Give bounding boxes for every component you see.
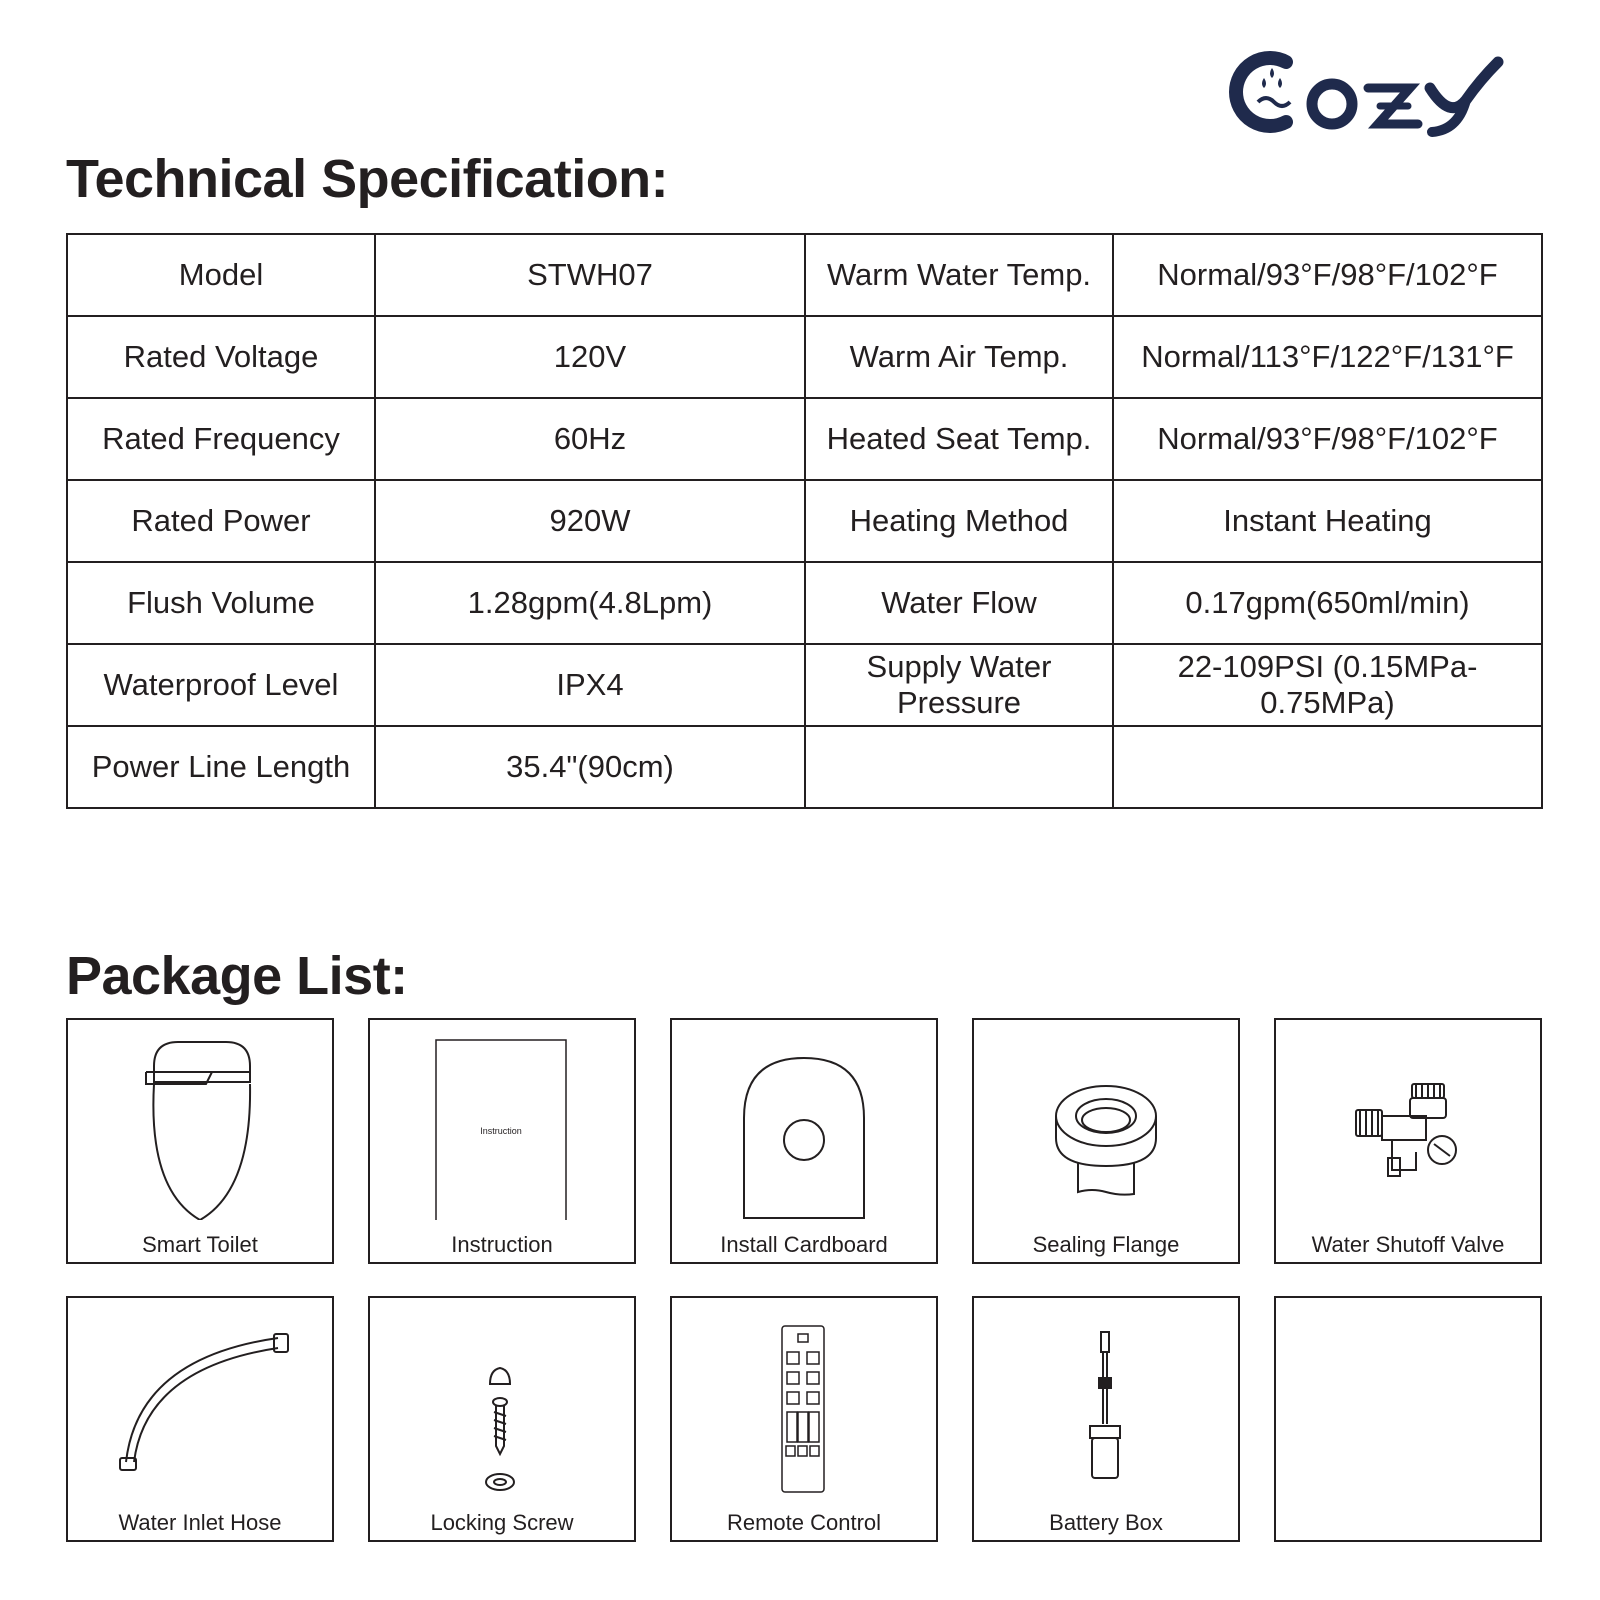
spec-label-cell: Warm Air Temp. bbox=[805, 316, 1113, 398]
spec-label-cell: Water Flow bbox=[805, 562, 1113, 644]
spec-label-cell: Supply Water Pressure bbox=[805, 644, 1113, 726]
spec-table bbox=[66, 233, 1543, 809]
package-item-label: Locking Screw bbox=[430, 1510, 574, 1535]
spec-label-cell: Waterproof Level bbox=[67, 644, 375, 726]
spec-label-cell: Heated Seat Temp. bbox=[805, 398, 1113, 480]
spec-row bbox=[67, 398, 1542, 480]
spec-label-cell: Warm Water Temp. bbox=[805, 234, 1113, 316]
package-item-locking-screw bbox=[368, 1296, 636, 1542]
package-item-label: Battery Box bbox=[1049, 1510, 1163, 1535]
spec-value-cell: Normal/113°F/122°F/131°F bbox=[1113, 316, 1542, 398]
spec-value-cell: 60Hz bbox=[375, 398, 805, 480]
spec-row bbox=[67, 726, 1542, 808]
package-grid bbox=[66, 1018, 1542, 1542]
package-item-label: Install Cardboard bbox=[720, 1232, 888, 1257]
package-item-label: Water Inlet Hose bbox=[118, 1510, 282, 1535]
smart-toilet-icon bbox=[68, 1020, 332, 1220]
spec-value-cell: 1.28gpm(4.8Lpm) bbox=[375, 562, 805, 644]
cozy-logo bbox=[1228, 40, 1518, 140]
spec-label-cell: Heating Method bbox=[805, 480, 1113, 562]
package-item-label: Sealing Flange bbox=[1032, 1232, 1180, 1257]
package-item-empty bbox=[1274, 1296, 1542, 1542]
spec-row bbox=[67, 480, 1542, 562]
spec-label-cell: Model bbox=[67, 234, 375, 316]
inlet-hose-icon bbox=[68, 1298, 332, 1498]
package-section-title: Package List: bbox=[66, 946, 408, 1006]
spec-row bbox=[67, 562, 1542, 644]
spec-section-title: Technical Specification: bbox=[66, 149, 669, 209]
spec-row bbox=[67, 234, 1542, 316]
spec-value-cell: Normal/93°F/98°F/102°F bbox=[1113, 398, 1542, 480]
install-cardboard-icon bbox=[672, 1020, 936, 1220]
package-item-remote-control bbox=[670, 1296, 938, 1542]
package-item-water-shutoff-valve bbox=[1274, 1018, 1542, 1264]
battery-box-icon bbox=[974, 1298, 1238, 1498]
spec-value-cell: 22-109PSI (0.15MPa-0.75MPa) bbox=[1113, 644, 1542, 726]
spec-row bbox=[67, 644, 1542, 726]
package-item-label: Water Shutoff Valve bbox=[1311, 1232, 1505, 1257]
shutoff-valve-icon bbox=[1276, 1020, 1540, 1220]
package-item-water-inlet-hose bbox=[66, 1296, 334, 1542]
package-item-label: Remote Control bbox=[726, 1510, 882, 1535]
package-item-battery-box bbox=[972, 1296, 1240, 1542]
sealing-flange-icon bbox=[974, 1020, 1238, 1220]
package-item-instruction bbox=[368, 1018, 636, 1264]
spec-value-cell: IPX4 bbox=[375, 644, 805, 726]
remote-control-icon bbox=[672, 1298, 936, 1498]
spec-label-cell: Rated Power bbox=[67, 480, 375, 562]
instruction-booklet-icon bbox=[370, 1020, 634, 1220]
spec-value-cell: Normal/93°F/98°F/102°F bbox=[1113, 234, 1542, 316]
package-item-label: Instruction bbox=[451, 1232, 553, 1257]
spec-value-cell: Instant Heating bbox=[1113, 480, 1542, 562]
package-item-label: Smart Toilet bbox=[142, 1232, 258, 1257]
spec-label-cell: Power Line Length bbox=[67, 726, 375, 808]
spec-label-cell: Rated Voltage bbox=[67, 316, 375, 398]
package-item-sealing-flange bbox=[972, 1018, 1240, 1264]
spec-value-cell: 920W bbox=[375, 480, 805, 562]
locking-screw-icon bbox=[370, 1298, 634, 1498]
spec-value-cell bbox=[1113, 726, 1542, 808]
spec-label-cell: Flush Volume bbox=[67, 562, 375, 644]
spec-row bbox=[67, 316, 1542, 398]
spec-value-cell: 0.17gpm(650ml/min) bbox=[1113, 562, 1542, 644]
spec-value-cell: 120V bbox=[375, 316, 805, 398]
spec-label-cell: Rated Frequency bbox=[67, 398, 375, 480]
package-item-smart-toilet bbox=[66, 1018, 334, 1264]
spec-label-cell bbox=[805, 726, 1113, 808]
instruction-booklet-text: Instruction bbox=[480, 1126, 522, 1136]
spec-value-cell: STWH07 bbox=[375, 234, 805, 316]
package-item-install-cardboard bbox=[670, 1018, 938, 1264]
spec-value-cell: 35.4"(90cm) bbox=[375, 726, 805, 808]
